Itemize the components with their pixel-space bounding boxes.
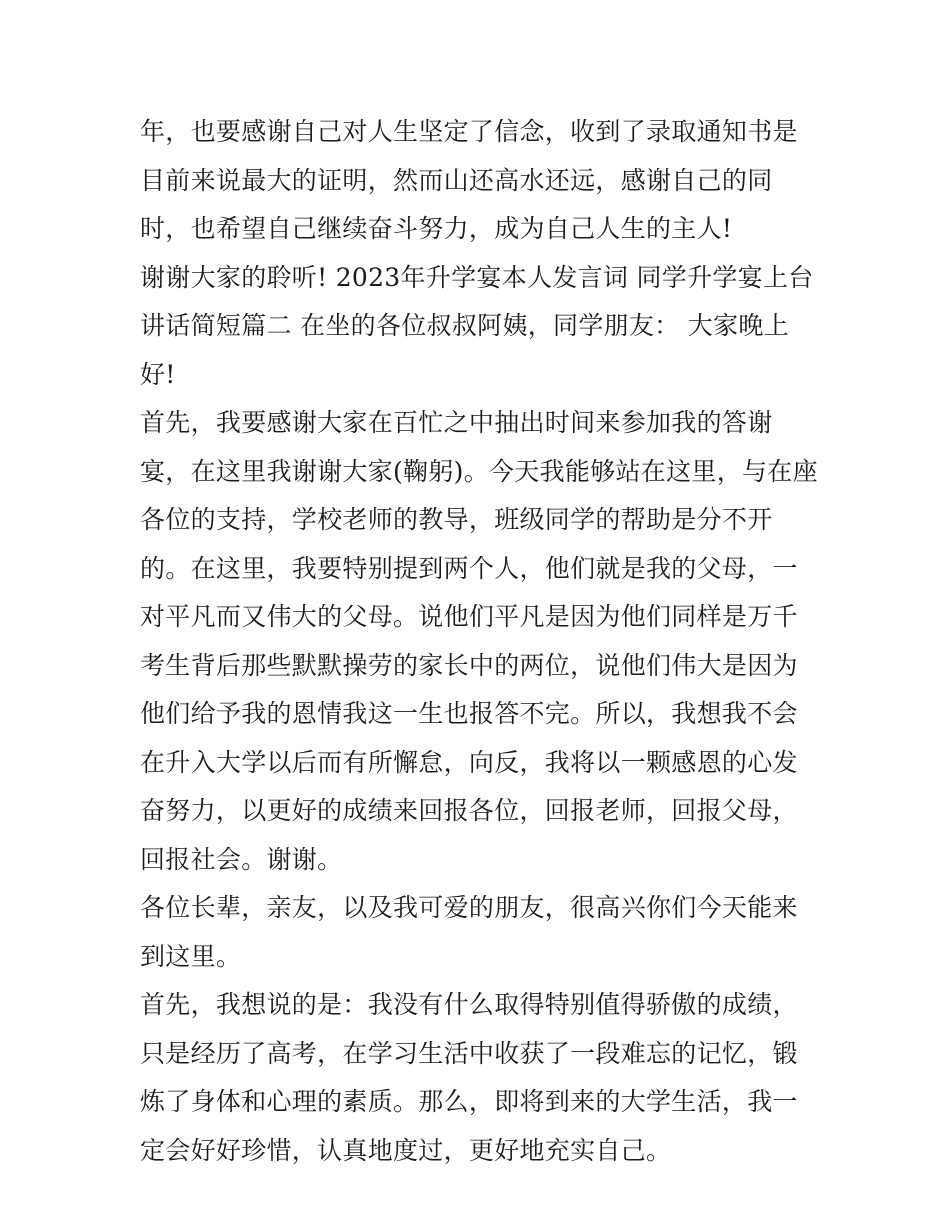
paragraph-3: 首先，我要感谢大家在百忙之中抽出时间来参加我的答谢宴，在这里我谢谢大家(鞠躬)。今天我能够站在这里，与在座各位的支持，学校老师的教导，班级同学的帮助是分不开的。在这里，我要特别提到两个人，他们就是我的父母，一对平凡而又伟大的父母。说他们平凡是因为他们同样是万千考生背后那些默默操劳的家长中的两位，说他们伟大是因为他们给予我的恩情我这一生也报答不完。所以，我想我不会在升入大学以后而有所懈怠，向反，我将以一颗感恩的心发奋努力，以更好的成绩来回报各位，回报老师，回报父母，回报社会。谢谢。: [140, 408, 818, 874]
document-body: [140, 108, 820, 1175]
paragraph-5: 首先，我想说的是：我没有什么取得特别值得骄傲的成绩，只是经历了高考，在学习生活中收获了一段难忘的记忆，锻炼了身体和心理的素质。那么，即将到来的大学生活，我一定会好好珍惜，认真地度过，更好地充实自己。: [140, 990, 798, 1165]
paragraph-2: 谢谢大家的聆听! 2023年升学宴本人发言词 同学升学宴上台讲话简短篇二 在坐的各位叔叔阿姨，同学朋友： 大家晚上好!: [140, 262, 814, 389]
paragraph-1: 年，也要感谢自己对人生坚定了信念，收到了录取通知书是目前来说最大的证明，然而山还高水还远，感谢自己的同时，也希望自己继续奋斗努力，成为自己人生的主人!: [140, 117, 798, 243]
paragraph-4: 各位长辈，亲友，以及我可爱的朋友，很高兴你们今天能来到这里。: [140, 893, 798, 971]
